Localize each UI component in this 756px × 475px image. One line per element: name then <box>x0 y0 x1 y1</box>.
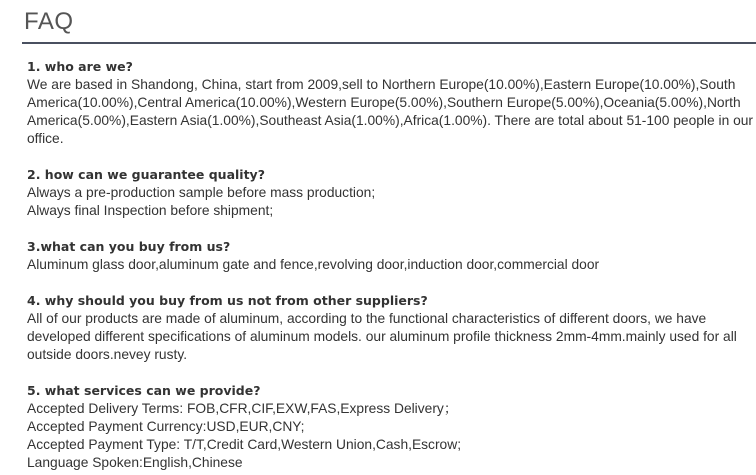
faq-header <box>0 0 756 44</box>
faq-answer: Aluminum glass door,aluminum gate and fence,revolving door,induction door,commercial door <box>27 257 600 272</box>
faq-question: 4. why should you buy from us not from other suppliers? <box>27 293 428 308</box>
faq-answer: Accepted Payment Currency:USD,EUR,CNY; <box>27 419 305 434</box>
faq-answer: Accepted Payment Type: T/T,Credit Card,Western Union,Cash,Escrow; <box>27 437 462 452</box>
faq-answer: We are based in Shandong, China, start from 2009,sell to Northern Europe(10.00%),Eastern Europe(10.00%),South America(10.00%),Central America(10.00%),Western Europe(5.00%),Southern Europe(5.00%),Oceania(5.00%),North America(5.00%),Eastern Asia(1.00%),Southeast Asia(1.00%),Africa(1.00%). There are total about 51-100 people in our office. <box>27 77 754 146</box>
faq-item-quality <box>27 166 753 220</box>
faq-item-products <box>27 238 753 274</box>
faq-question: 2. how can we guarantee quality? <box>27 167 265 182</box>
faq-item-who-are-we <box>27 58 753 148</box>
faq-question: 1. who are we? <box>27 59 133 74</box>
faq-list <box>27 58 753 475</box>
faq-question: 3.what can you buy from us? <box>27 239 231 254</box>
faq-item-why-us <box>27 292 753 364</box>
faq-answer: Language Spoken:English,Chinese <box>27 455 243 470</box>
faq-item-services <box>27 382 753 472</box>
faq-answer: Accepted Delivery Terms: FOB,CFR,CIF,EXW,FAS,Express Delivery； <box>27 401 458 416</box>
page-title: FAQ <box>24 8 74 35</box>
faq-question: 5. what services can we provide? <box>27 383 261 398</box>
title-divider <box>22 42 756 44</box>
faq-answer: All of our products are made of aluminum, according to the functional characteristics of different doors, we have developed different specifications of aluminum models. our aluminum profile thickness 2mm-4mm.mainly used for all outside doors.nevey rusty. <box>27 311 737 362</box>
faq-answer: Always a pre-production sample before mass production; <box>27 185 376 200</box>
faq-answer: Always final Inspection before shipment; <box>27 203 274 218</box>
